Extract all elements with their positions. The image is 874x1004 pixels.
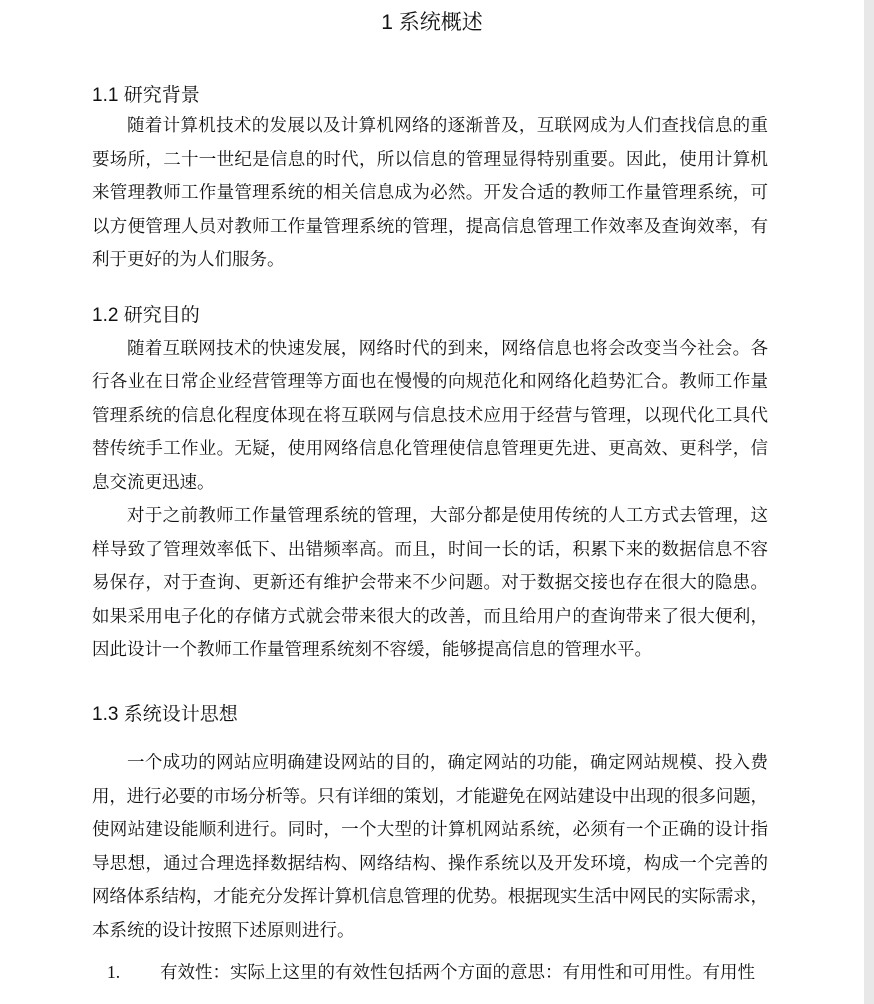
paragraph-line: 对于之前教师工作量管理系统的管理，大部分都是使用传统的人工方式去管理，这 bbox=[127, 505, 769, 525]
paragraph-line: 如果采用电子化的存储方式就会带来很大的改善，而且给用户的查询带来了很大便利， bbox=[92, 605, 769, 626]
paragraph-line: 要场所，二十一世纪是信息的时代，所以信息的管理显得特别重要。因此，使用计算机 bbox=[92, 148, 769, 169]
paragraph-line: 来管理教师工作量管理系统的相关信息成为必然。开发合适的教师工作量管理系统，可 bbox=[92, 182, 769, 203]
paragraph-line: 网络体系结构，才能充分发挥计算机信息管理的优势。根据现实生活中网民的实际需求， bbox=[92, 886, 768, 907]
section-heading: 1.3 系统设计思想 bbox=[92, 704, 238, 725]
paragraph-line: 易保存，对于查询、更新还有维护会带来不少问题。对于数据交接也存在很大的隐患。 bbox=[92, 572, 769, 593]
chapter-title: 1 系统概述 bbox=[381, 11, 483, 34]
paragraph-line: 一个成功的网站应明确建设网站的目的，确定网站的功能，确定网站规模、投入费 bbox=[127, 752, 769, 772]
paragraph-line: 本系统的设计按照下述原则进行。 bbox=[92, 920, 355, 940]
paragraph-line: 以方便管理人员对教师工作量管理系统的管理，提高信息管理工作效率及查询效率，有 bbox=[92, 215, 769, 236]
paragraph-line: 管理系统的信息化程度体现在将互联网与信息技术应用于经营与管理，以现代化工具代 bbox=[92, 404, 769, 425]
list-item-text: 有效性：实际上这里的有效性包括两个方面的意思：有用性和可用性。有用性 bbox=[160, 962, 755, 982]
paragraph-line: 使网站建设能顺利进行。同时，一个大型的计算机网站系统，必须有一个正确的设计指 bbox=[92, 819, 769, 840]
paragraph-line: 随着计算机技术的发展以及计算机网络的逐渐普及，互联网成为人们查找信息的重 bbox=[127, 115, 769, 135]
paragraph-line: 利于更好的为人们服务。 bbox=[92, 249, 285, 270]
paragraph-line: 随着互联网技术的快速发展，网络时代的到来，网络信息也将会改变当今社会。各 bbox=[127, 338, 769, 358]
section-heading: 1.1 研究背景 bbox=[92, 85, 200, 106]
paragraph-line: 替传统手工作业。无疑，使用网络信息化管理使信息管理更先进、更高效、更科学，信 bbox=[92, 438, 769, 459]
section-heading: 1.2 研究目的 bbox=[92, 305, 200, 326]
paragraph-line: 用，进行必要的市场分析等。只有详细的策划，才能避免在网站建设中出现的很多问题， bbox=[92, 785, 768, 806]
paragraph-line: 息交流更迅速。 bbox=[92, 471, 215, 492]
list-number: 1. bbox=[107, 962, 121, 982]
paragraph-line: 样导致了管理效率低下、出错频率高。而且，时间一长的话，积累下来的数据信息不容 bbox=[92, 538, 769, 559]
paragraph-line: 因此设计一个教师工作量管理系统刻不容缓，能够提高信息的管理水平。 bbox=[92, 639, 652, 660]
paragraph-line: 导思想，通过合理选择数据结构、网络结构、操作系统以及开发环境，构成一个完善的 bbox=[92, 852, 769, 873]
scrollbar[interactable] bbox=[864, 0, 874, 1004]
paragraph-line: 行各业在日常企业经营管理等方面也在慢慢的向规范化和网络化趋势汇合。教师工作量 bbox=[92, 371, 769, 392]
